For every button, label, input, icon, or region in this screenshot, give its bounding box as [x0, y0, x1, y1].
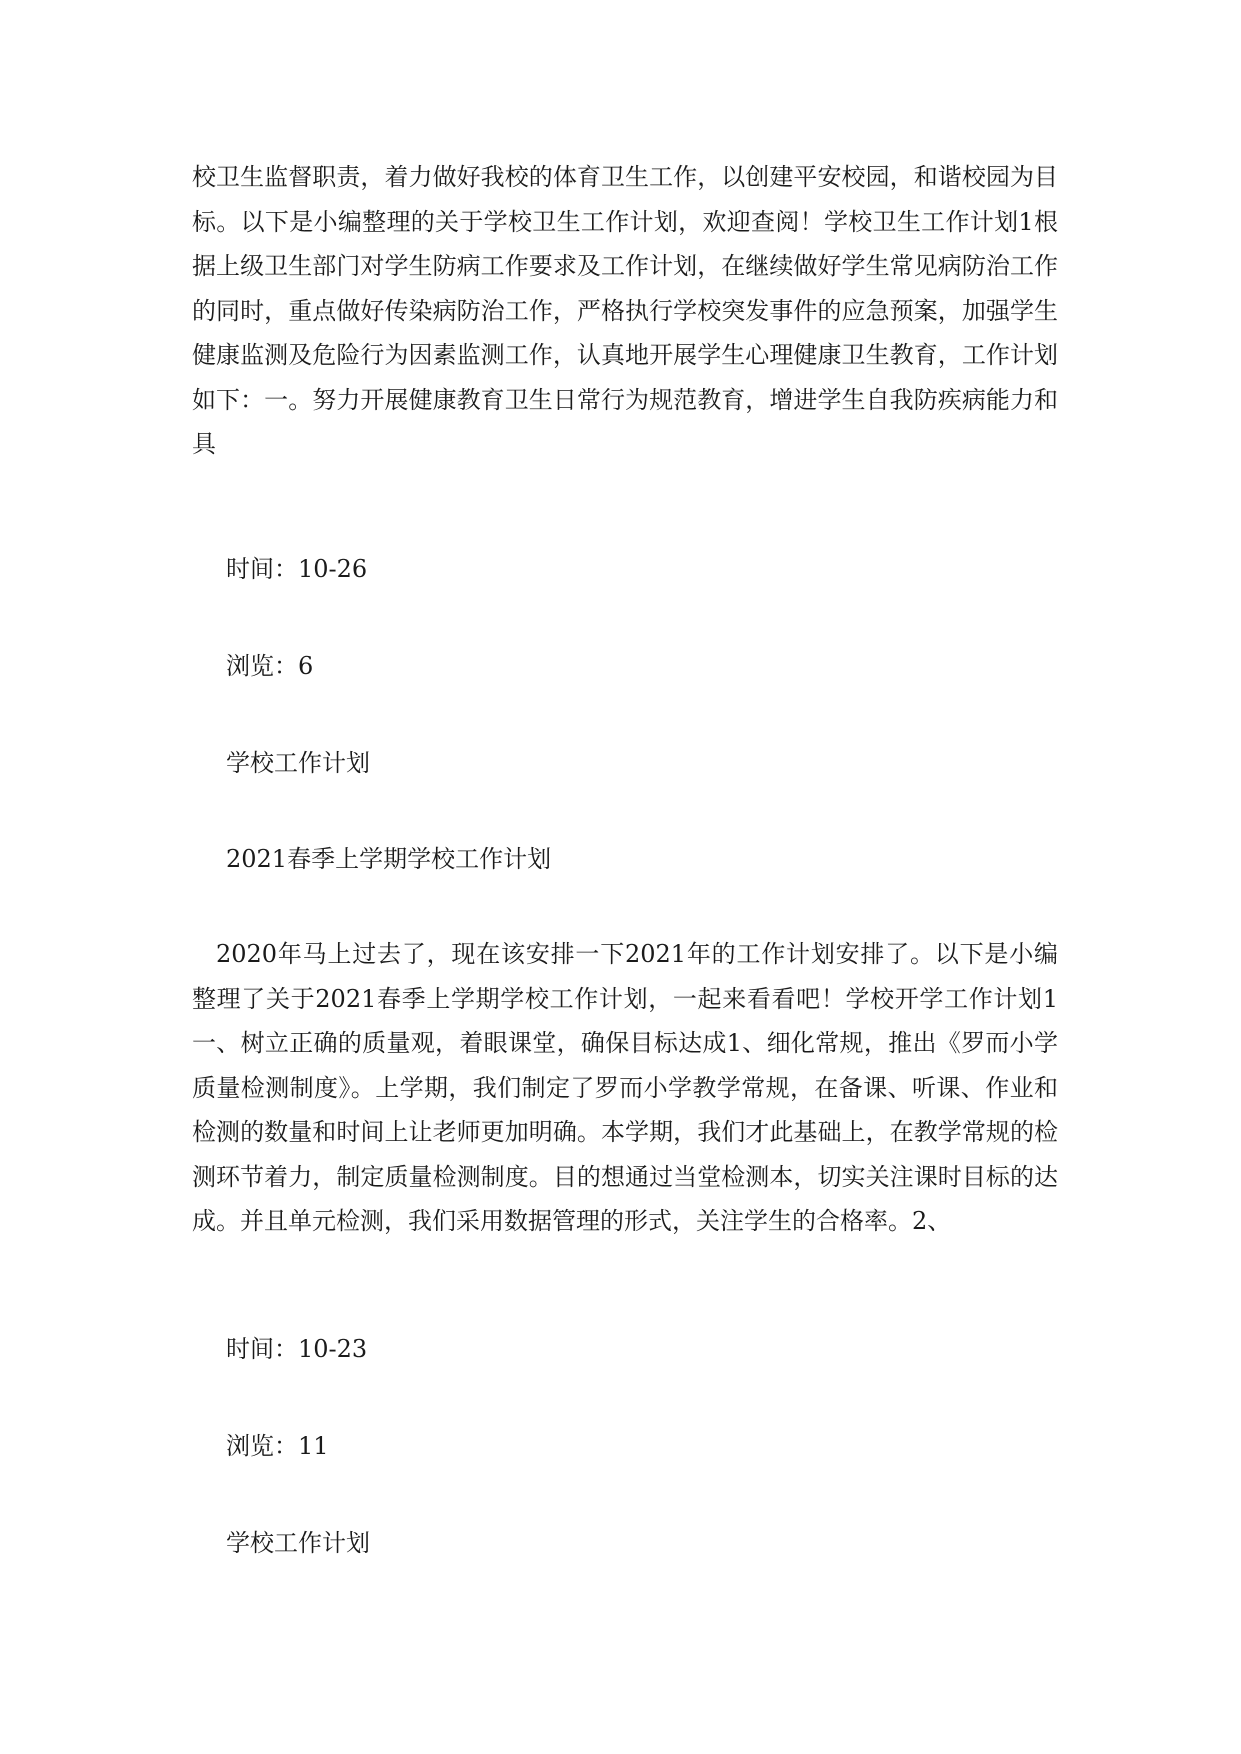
entry-2-category: 学校工作计划 — [226, 1529, 370, 1557]
entry-2-title: 2021春季上学期学校工作计划 — [226, 845, 552, 873]
entry-1-time: 时间：10-26 — [226, 555, 368, 583]
entry-1-category: 学校工作计划 — [226, 749, 370, 777]
entry-2-time: 时间：10-23 — [226, 1335, 368, 1363]
entry-1-summary: 校卫生监督职责，着力做好我校的体育卫生工作，以创建平安校园，和谐校园为目标。以下是小编整理的关于学校卫生工作计划，欢迎查阅！学校卫生工作计划1根据上级卫生部门对学生防病工作要求及工作计划，在继续做好学生常见病防治工作的同时，重点做好传染病防治工作，严格执行学校突发事件的应急预案，加强学生健康监测及危险行为因素监测工作，认真地开展学生心理健康卫生教育，工作计划如下：一。努力开展健康教育卫生日常行为规范教育，增进学生自我防疾病能力和具 — [192, 163, 1058, 458]
entry-2-views: 浏览：11 — [226, 1432, 329, 1460]
entry-1-views: 浏览：6 — [226, 652, 314, 680]
entry-2-summary: 2020年马上过去了，现在该安排一下2021年的工作计划安排了。以下是小编整理了关于2021春季上学期学校工作计划，一起来看看吧！学校开学工作计划1一、树立正确的质量观，着眼课堂，确保目标达成1、细化常规，推出《罗而小学质量检测制度》。上学期，我们制定了罗而小学教学常规，在备课、听课、作业和检测的数量和时间上让老师更加明确。本学期，我们才此基础上，在教学常规的检测环节着力，制定质量检测制度。目的想通过当堂检测本，切实关注课时目标的达成。并且单元检测，我们采用数据管理的形式，关注学生的合格率。2、 — [192, 940, 1058, 1235]
